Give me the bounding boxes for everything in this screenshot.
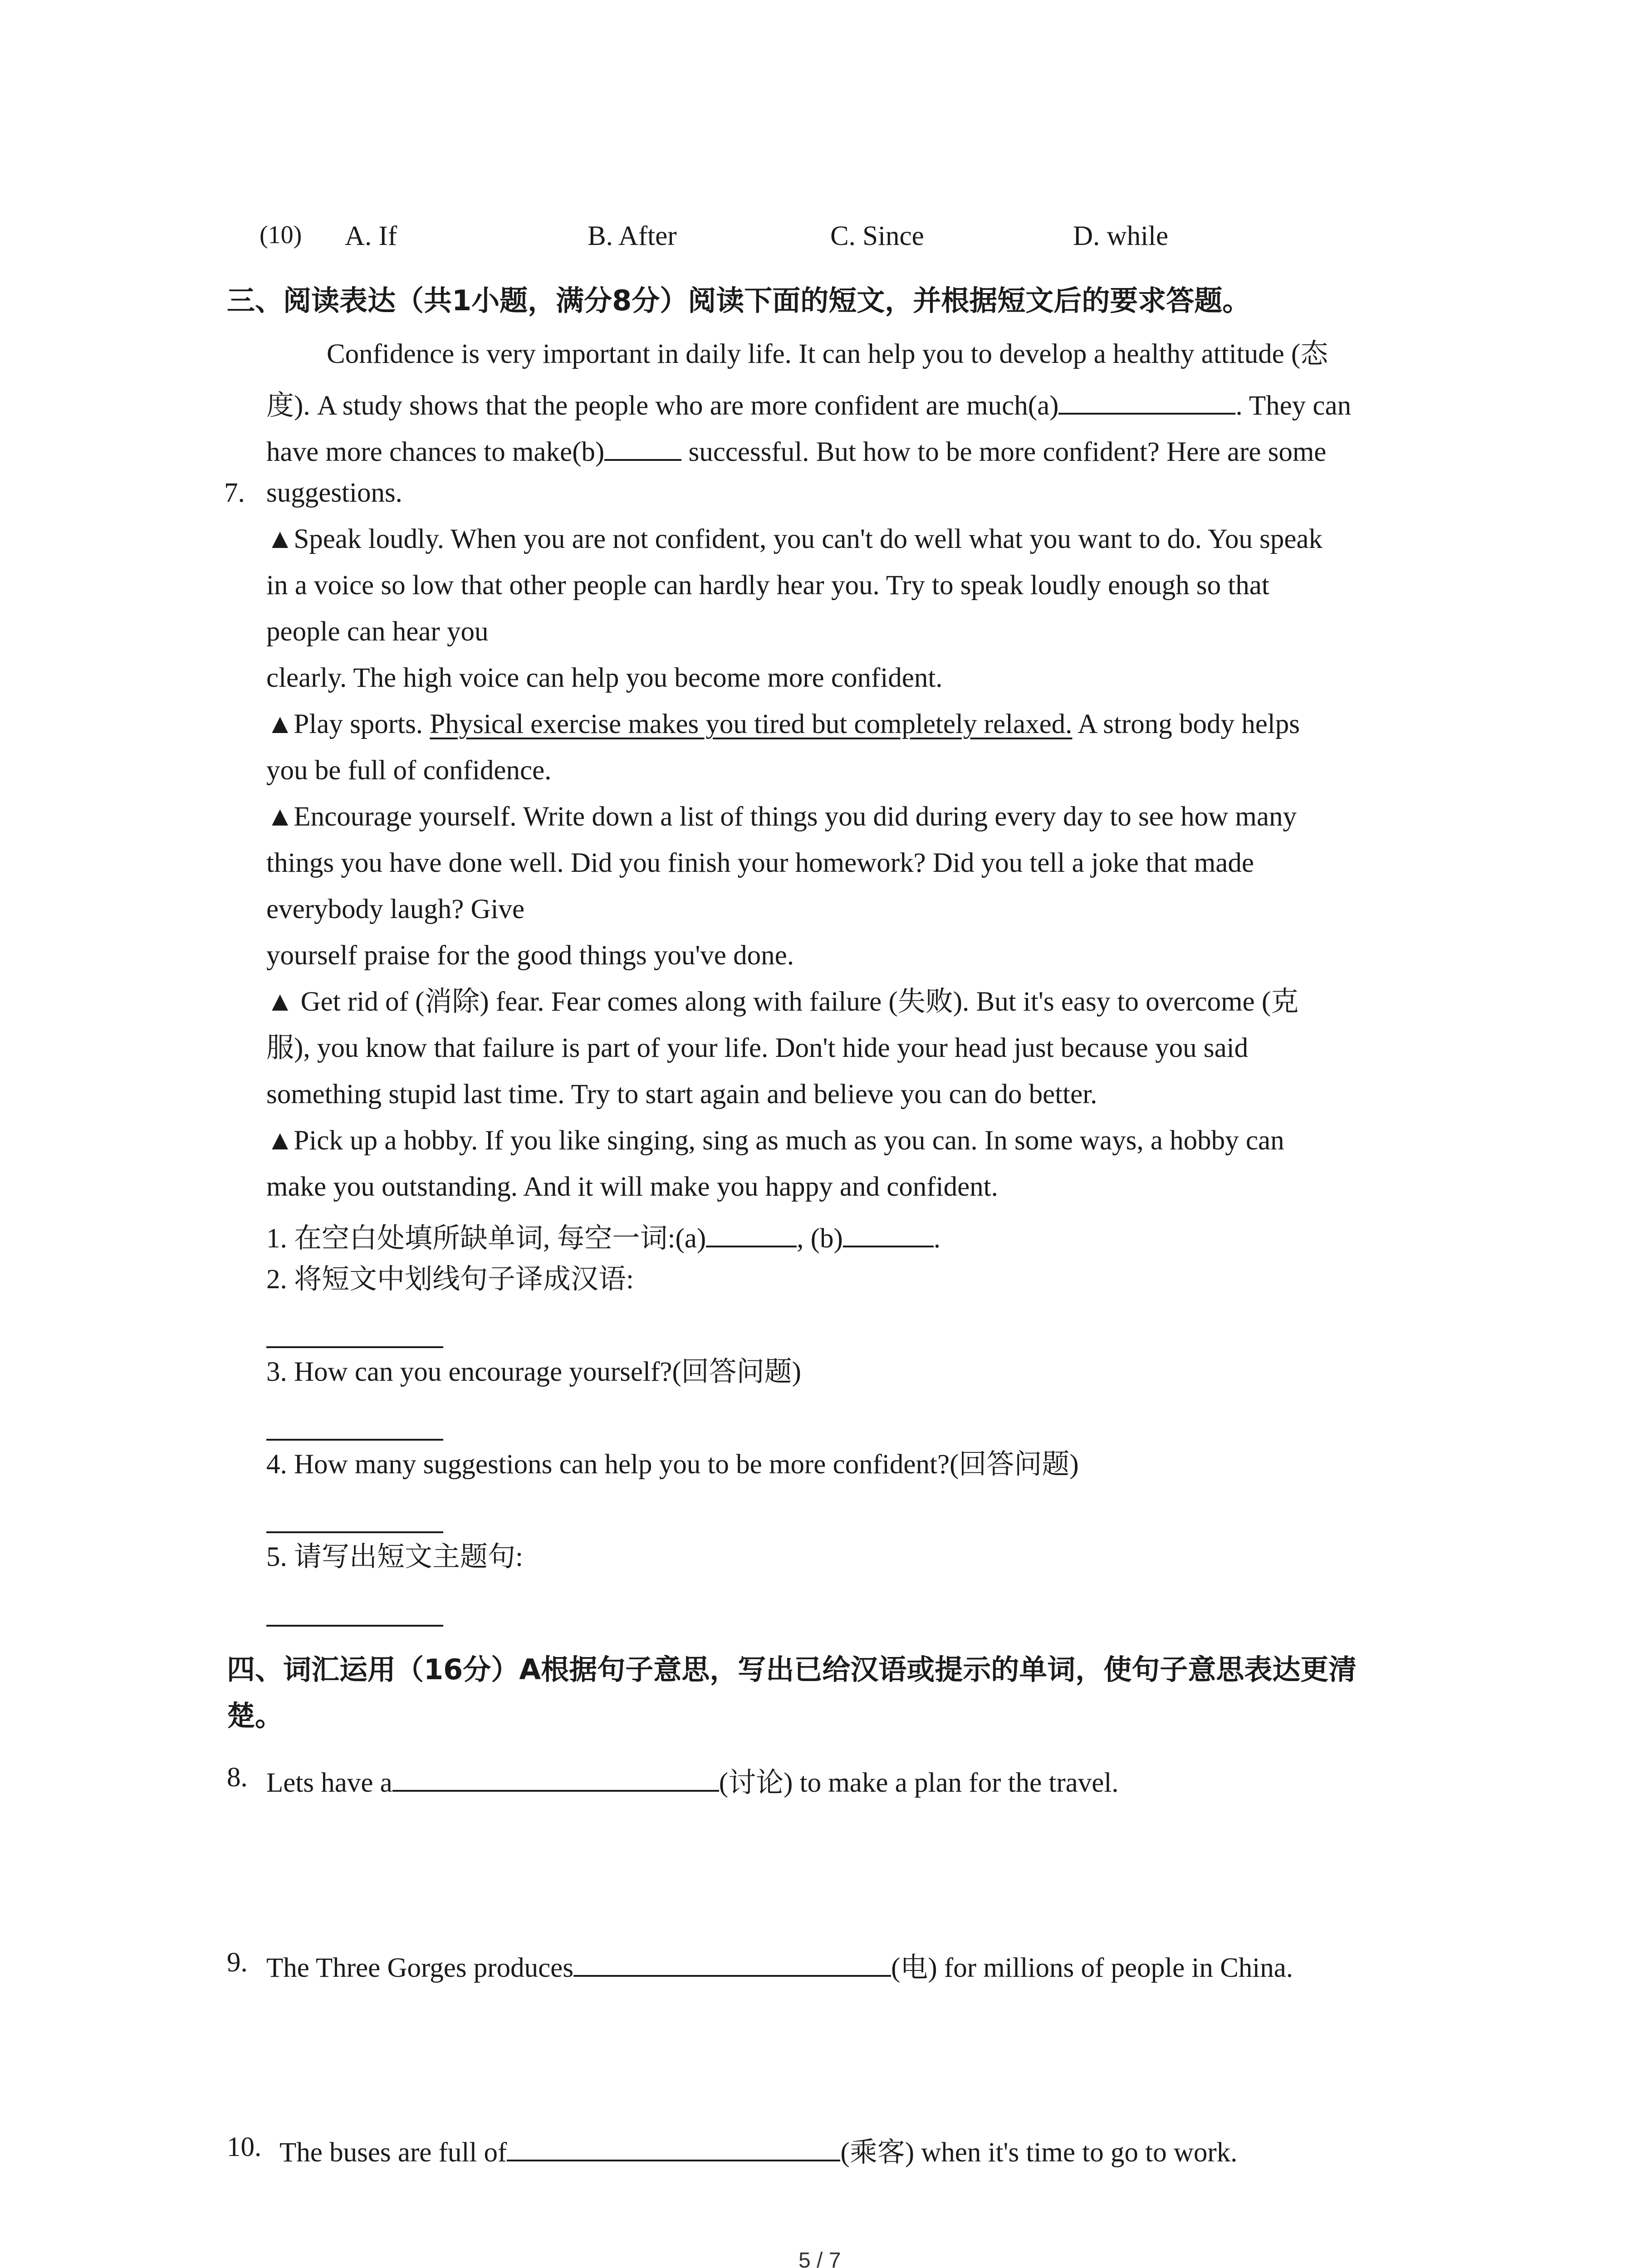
question-9 (266, 1949, 1293, 1982)
task-1-end: . (933, 1223, 941, 1254)
question-8-number: 8. (227, 1762, 248, 1793)
task-1-text: 1. 在空白处填所缺单词, 每空一词:(a) (266, 1223, 706, 1254)
passage-line-10: you be full of confidence. (266, 755, 552, 786)
task-4: 4. How many suggestions can help you to be more confident?(回答问题) (266, 1449, 1079, 1480)
task-1-blank-b[interactable] (843, 1219, 934, 1247)
page-number: 5 / 7 (798, 2248, 841, 2268)
task-5: 5. 请写出短文主题句: (266, 1542, 523, 1572)
question-7-number: 7. (224, 478, 245, 508)
section3-heading: 三、阅读表达（共1小题，满分8分）阅读下面的短文，并根据短文后的要求答题。 (227, 284, 1251, 317)
passage-line-1: Confidence is very important in daily life. It can help you to develop a healthy attitude (态 (327, 339, 1328, 369)
question-8-blank[interactable] (392, 1764, 719, 1792)
passage-line-6: in a voice so low that other people can hardly hear you. Try to speak loudly enough so that (266, 570, 1269, 601)
task-1-blank-a[interactable] (706, 1219, 797, 1247)
passage-line-14: yourself praise for the good things you've done. (266, 940, 794, 971)
passage-line-9 (266, 710, 1300, 738)
passage-line-7: people can hear you (266, 616, 489, 647)
passage-line-12: things you have done well. Did you finish your homework? Did you tell a joke that made (266, 848, 1254, 878)
question-8-post: (讨论) to make a plan for the travel. (719, 1768, 1119, 1798)
passage-line-3 (266, 433, 1326, 466)
passage-line-3-end: successful. But how to be more confident? Here are some (681, 437, 1327, 467)
section4-heading-line-2: 楚。 (227, 1699, 284, 1732)
passage-line-2-end: . They can (1235, 391, 1352, 421)
question-8 (266, 1764, 1119, 1797)
blank-a[interactable] (1058, 386, 1235, 415)
question-9-pre: The Three Gorges produces (266, 1953, 573, 1983)
question-10-pre: The buses are full of (279, 2137, 507, 2168)
passage-line-15: ▲ Get rid of (消除) fear. Fear comes along with failure (失败). But it's easy to overcome (克 (266, 987, 1299, 1017)
question-10 (279, 2133, 1237, 2166)
task-2: 2. 将短文中划线句子译成汉语: (266, 1264, 634, 1295)
section4-heading-line-1: 四、词汇运用（16分）A根据句子意思，写出已给汉语或提示的单词，使句子意思表达更清 (227, 1653, 1357, 1686)
task-5-answer-line[interactable] (266, 1625, 443, 1627)
question-10-blank[interactable] (507, 2133, 840, 2161)
question-9-post: (电) for millions of people in China. (891, 1953, 1293, 1983)
underlined-sentence: Physical exercise makes you tired but completely relaxed. (430, 709, 1073, 739)
passage-line-9-start: ▲Play sports. (266, 709, 430, 739)
passage-line-17: something stupid last time. Try to start again and believe you can do better. (266, 1079, 1097, 1110)
passage-line-9-end: A strong body helps (1072, 709, 1300, 739)
question-9-blank[interactable] (573, 1949, 891, 1977)
q10-option-d: D. while (1073, 221, 1169, 251)
task-1 (266, 1219, 941, 1252)
q10-option-a: A. If (345, 221, 397, 251)
passage-line-8: clearly. The high voice can help you become more confident. (266, 663, 943, 693)
passage-line-3-text: have more chances to make(b) (266, 437, 605, 467)
passage-line-2 (266, 386, 1351, 420)
passage-line-5: ▲Speak loudly. When you are not confident, you can't do well what you want to do. You speak (266, 524, 1323, 554)
passage-line-16: 服), you know that failure is part of your life. Don't hide your head just because you said (266, 1033, 1249, 1063)
task-1-mid: , (b) (797, 1223, 843, 1254)
passage-line-18: ▲Pick up a hobby. If you like singing, sing as much as you can. In some ways, a hobby can (266, 1125, 1284, 1156)
question-9-number: 9. (227, 1947, 248, 1978)
passage-line-2-text: 度). A study shows that the people who are more confident are much(a) (266, 391, 1059, 421)
q10-option-b: B. After (588, 221, 677, 251)
q10-option-c: C. Since (830, 221, 924, 251)
q10-number: (10) (260, 221, 302, 249)
passage-line-11: ▲Encourage yourself. Write down a list of things you did during every day to see how many (266, 802, 1297, 832)
passage-line-13: everybody laugh? Give (266, 894, 525, 924)
question-10-number: 10. (227, 2132, 262, 2162)
task-3-answer-line[interactable] (266, 1439, 443, 1441)
question-10-post: (乘客) when it's time to go to work. (840, 2137, 1238, 2168)
passage-line-19: make you outstanding. And it will make you happy and confident. (266, 1172, 998, 1202)
passage-line-4: suggestions. (266, 478, 402, 508)
task-3: 3. How can you encourage yourself?(回答问题) (266, 1357, 801, 1387)
task-4-answer-line[interactable] (266, 1531, 443, 1533)
question-8-pre: Lets have a (266, 1768, 392, 1798)
blank-b[interactable] (604, 433, 681, 461)
task-2-answer-line[interactable] (266, 1346, 443, 1348)
